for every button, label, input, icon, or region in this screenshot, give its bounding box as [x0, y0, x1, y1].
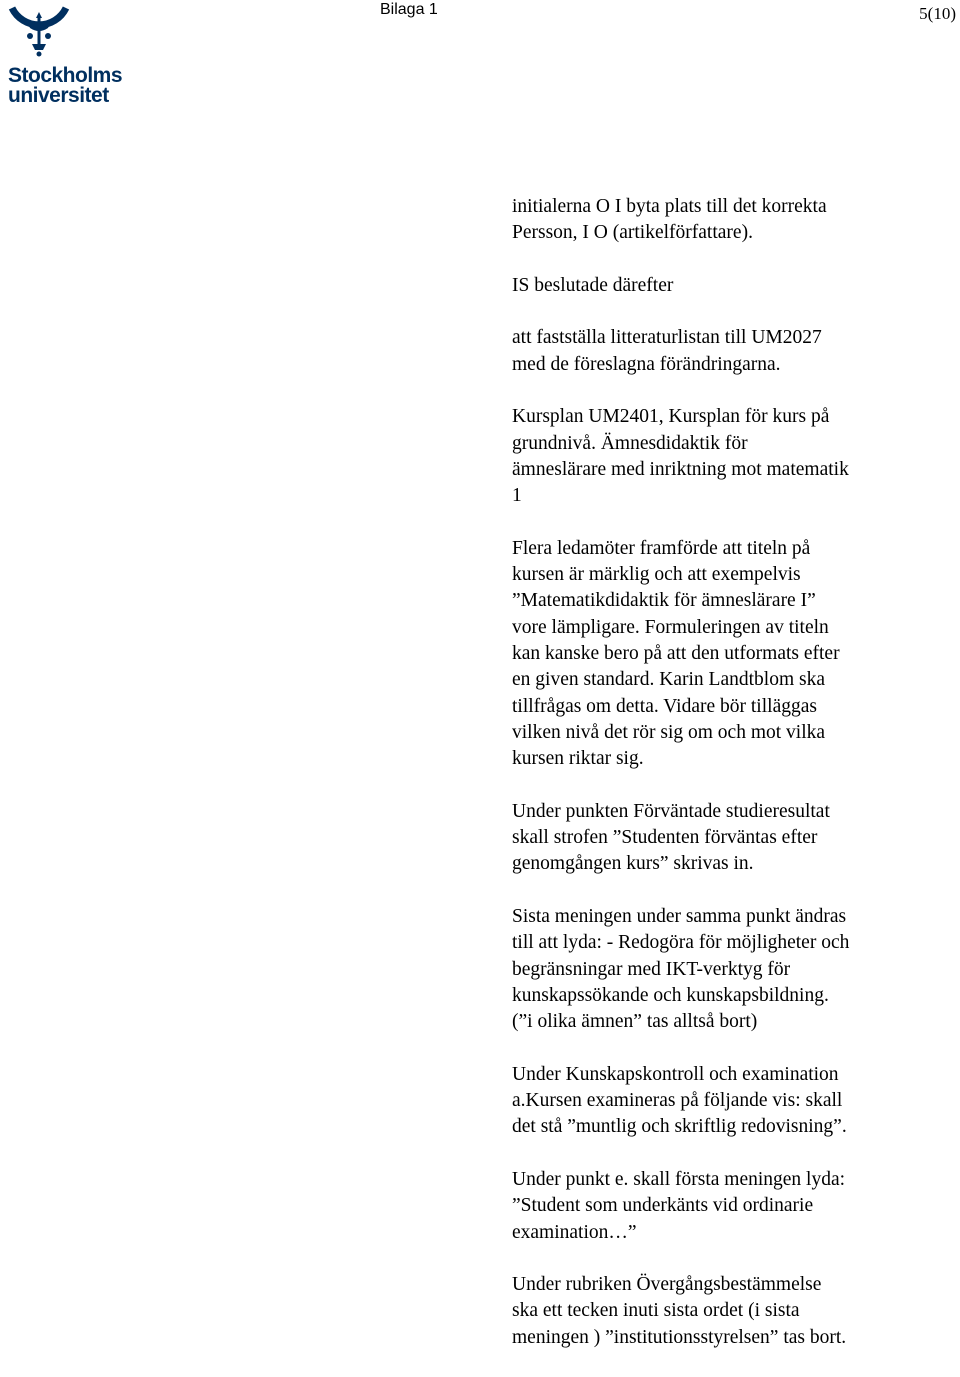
- paragraph: Under punkten Förväntade studieresultat skall strofen ”Studenten förväntas efter genomgången kurs” skrivas in.: [512, 800, 830, 875]
- logo-wordmark-line1: Stockholms: [8, 64, 123, 87]
- paragraph: Under rubriken Övergångsbestämmelse ska ett tecken inuti sista ordet (i sista meningen ) ”institutionsstyrelsen” tas bort.: [512, 1274, 847, 1348]
- page-number: 5(10): [919, 4, 956, 23]
- document-body: [512, 194, 952, 1377]
- paragraph: Flera ledamöter framförde att titeln på kursen är märklig och att exempelvis ”Matematikdidaktik för ämneslärare I” vore lämpligare. Formuleringen av titeln kan kanske bero på att den utformats efter en given standard. Karin Landtblom ska tillfrågas om detta. Vidare bör tilläggas vilken nivå det rör sig om och mot vilka kursen riktar sig.: [512, 537, 840, 770]
- paragraph: Kursplan UM2401, Kursplan för kurs på grundnivå. Ämnesdidaktik för ämneslärare med inriktning mot matematik 1: [512, 406, 849, 507]
- paragraph: Under punkt e. skall första meningen lyda: ”Student som underkänts vid ordinarie examination…”: [512, 1168, 846, 1243]
- paragraph: IS beslutade därefter: [512, 274, 674, 296]
- university-seal-icon: [6, 4, 72, 64]
- attachment-label: Bilaga 1: [380, 1, 438, 18]
- paragraph: initialerna O I byta plats till det korrekta Persson, I O (artikelförfattare).: [512, 196, 827, 244]
- paragraph: Sista meningen under samma punkt ändras till att lyda: - Redogöra för möjligheter och begränsningar med IKT-verktyg för kunskapssökande och kunskapsbildning. (”i olika ämnen” tas alltså bort): [512, 906, 850, 1033]
- university-logo: [6, 4, 128, 107]
- paragraph: att fastställa litteraturlistan till UM2027 med de föreslagna förändringarna.: [512, 327, 822, 375]
- paragraph: Under Kunskapskontroll och examination a.Kursen examineras på följande vis: skall det stå ”muntlig och skriftlig redovisning”.: [512, 1063, 847, 1138]
- logo-wordmark-line2: universitet: [8, 84, 109, 107]
